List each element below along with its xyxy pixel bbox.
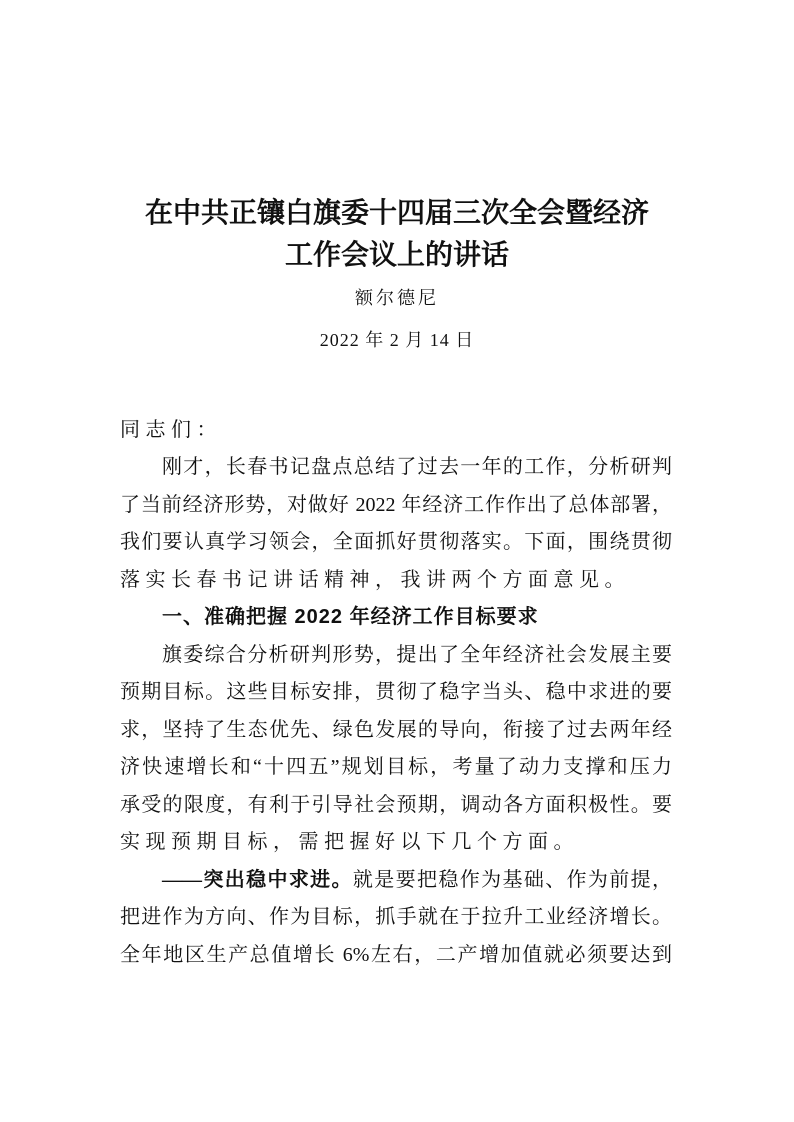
paragraph-line: 把进作为方向、作为目标，抓手就在于拉升工业经济增长。 xyxy=(120,906,672,928)
section-heading: 一、准确把握 2022 年经济工作目标要求 xyxy=(162,606,539,628)
paragraph-line: 了当前经济形势，对做好 2022 年经济工作作出了总体部署， xyxy=(120,494,672,516)
paragraph-line: 济快速增长和“十四五”规划目标，考量了动力支撑和压力 xyxy=(120,756,672,778)
paragraph-line: 我们要认真学习领会，全面抓好贯彻落实。下面，围绕贯彻 xyxy=(120,531,672,553)
paragraph-line xyxy=(162,866,672,894)
paragraph-line: 刚才，长春书记盘点总结了过去一年的工作，分析研判 xyxy=(162,456,672,478)
paragraph-line: 落实长春书记讲话精神，我讲两个方面意见。 xyxy=(120,569,630,591)
paragraph-line: 旗委综合分析研判形势，提出了全年经济社会发展主要 xyxy=(162,644,672,666)
paragraph-line: 全年地区生产总值增长 6%左右，二产增加值就必须要达到 xyxy=(120,944,672,966)
paragraph-line: 承受的限度，有利于引导社会预期，调动各方面积极性。要 xyxy=(120,794,672,816)
bold-lead: ——突出稳中求进。 xyxy=(162,869,353,891)
date: 2022 年 2 月 14 日 xyxy=(319,330,475,350)
paragraph-line: 求，坚持了生态优先、绿色发展的导向，衔接了过去两年经 xyxy=(120,719,672,741)
author: 额尔德尼 xyxy=(355,288,439,308)
title-line-2: 工作会议上的讲话 xyxy=(284,239,509,270)
paragraph-line: 预期目标。这些目标安排，贯彻了稳字当头、稳中求进的要 xyxy=(120,681,672,703)
title-line-1: 在中共正镶白旗委十四届三次全会暨经济 xyxy=(144,197,649,228)
paragraph-text: 就是要把稳作为基础、作为前提， xyxy=(352,869,673,891)
salutation: 同志们： xyxy=(120,419,222,441)
paragraph-line: 实现预期目标，需把握好以下几个方面。 xyxy=(120,831,579,853)
